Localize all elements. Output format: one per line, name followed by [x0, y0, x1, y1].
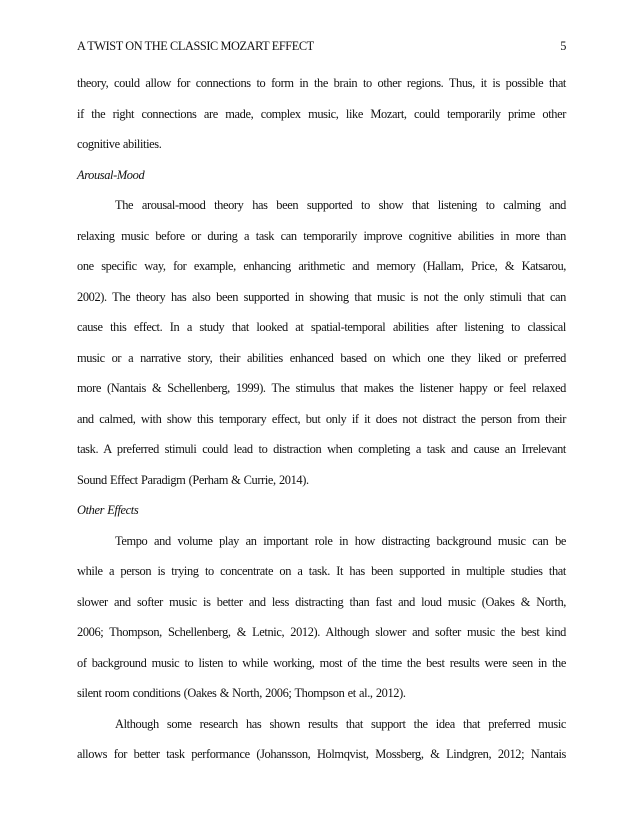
- text-line: if the right connections are made, complex music, like Mozart, could temporarily prime other: [77, 106, 566, 121]
- text-line: slower and softer music is better and less distracting than fast and loud music (Oakes & North,: [77, 594, 566, 609]
- text-line: Although some research has shown results that support the idea that preferred music: [115, 716, 566, 731]
- text-line: and calmed, with show this temporary effect, but only if it does not distract the person from their: [77, 411, 566, 426]
- running-head-title: A TWIST ON THE CLASSIC MOZART EFFECT: [77, 39, 314, 53]
- text-line: of background music to listen to while working, most of the time the best results were seen in the: [77, 655, 566, 670]
- text-line: allows for better task performance (Johansson, Holmqvist, Mossberg, & Lindgren, 2012; Nantais: [77, 747, 566, 761]
- text-line: 2002). The theory has also been supported in showing that music is not the only stimuli that can: [77, 289, 566, 304]
- body-text: [77, 68, 566, 770]
- text-line: 2006; Thompson, Schellenberg, & Letnic, 2012). Although slower and softer music the best kind: [77, 625, 566, 639]
- page-number: 5: [560, 39, 566, 53]
- text-line: relaxing music before or during a task can temporarily improve cognitive abilities in more than: [77, 228, 566, 243]
- text-line: theory, could allow for connections to form in the brain to other regions. Thus, it is possible that: [77, 76, 566, 90]
- text-line: Sound Effect Paradigm (Perham & Currie, 2014).: [77, 472, 309, 487]
- text-line: cognitive abilities.: [77, 137, 162, 151]
- text-line: music or a narrative story, their abilities enhanced based on which one they liked or preferred: [77, 350, 566, 365]
- text-line: more (Nantais & Schellenberg, 1999). The stimulus that makes the listener happy or feel relaxed: [77, 381, 566, 395]
- text-line: The arousal-mood theory has been supported to show that listening to calming and: [115, 198, 566, 212]
- text-line: task. A preferred stimuli could lead to distraction when completing a task and cause an Irrelevant: [77, 442, 566, 456]
- section-heading-arousal-mood: Arousal-Mood: [77, 167, 145, 182]
- text-line: while a person is trying to concentrate on a task. It has been supported in multiple studies that: [77, 564, 566, 578]
- section-heading-other-effects: Other Effects: [77, 503, 139, 517]
- text-line: one specific way, for example, enhancing arithmetic and memory (Hallam, Price, & Katsarou,: [77, 259, 566, 273]
- text-line: cause this effect. In a study that looked at spatial-temporal abilities after listening to classical: [77, 320, 566, 334]
- text-line: silent room conditions (Oakes & North, 2006; Thompson et al., 2012).: [77, 686, 406, 700]
- text-line: Tempo and volume play an important role in how distracting background music can be: [115, 533, 566, 548]
